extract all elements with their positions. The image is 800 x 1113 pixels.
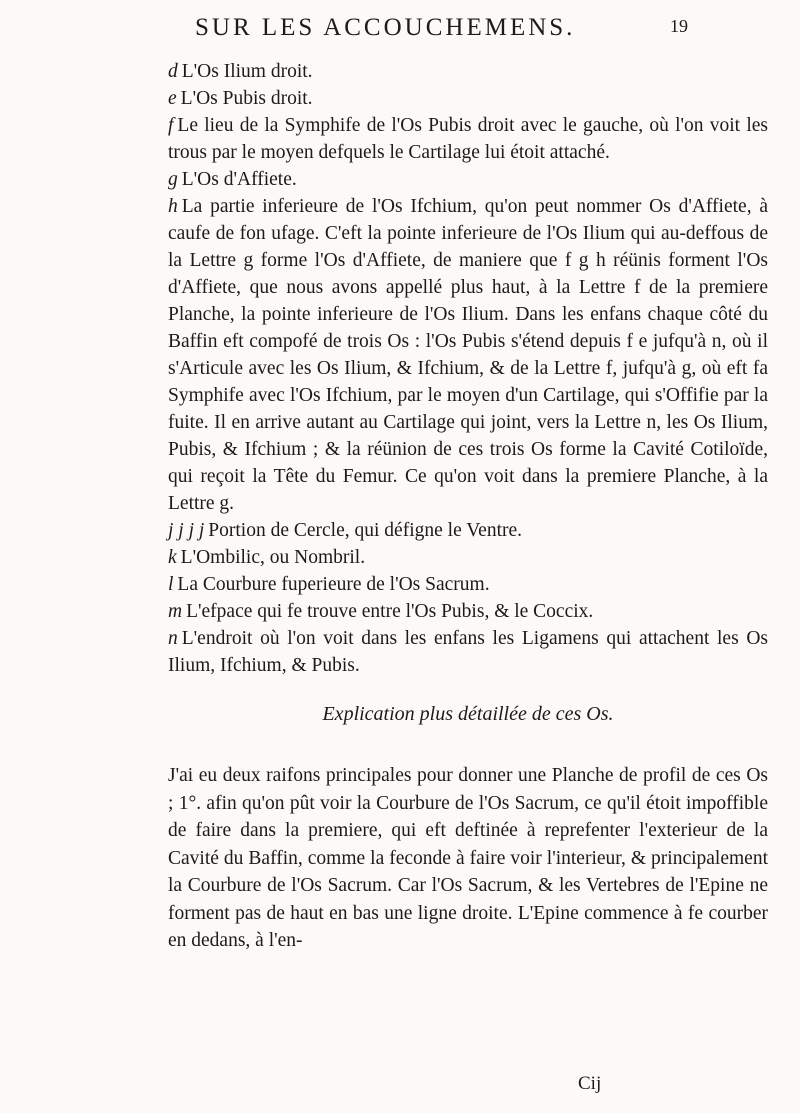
legend-text: Portion de Cercle, qui défigne le Ventre. [208, 520, 523, 541]
page-number: 19 [670, 16, 688, 36]
legend-text: L'endroit où l'on voit dans les enfans les Ligamens qui attachent les Os Ilium, Ifchium, & Pubis. [168, 628, 768, 676]
legend-entry-e [168, 85, 768, 112]
legend-letter: l [168, 574, 174, 595]
running-title: SUR LES ACCOUCHEMENS. [195, 14, 576, 41]
legend-text: L'Ombilic, ou Nombril. [180, 547, 366, 568]
legend-entry-j [168, 517, 768, 544]
legend-letter: k [168, 547, 177, 568]
legend-entry-k [168, 544, 768, 571]
legend-text: L'Os Ilium droit. [181, 61, 313, 82]
legend-entry-h [168, 193, 768, 517]
section-heading: Explication plus détaillée de ces Os. [322, 703, 614, 725]
legend-text: L'efpace qui fe trouve entre l'Os Pubis, & le Coccix. [186, 601, 594, 622]
legend-letter: e [168, 88, 177, 109]
figure-legend [168, 58, 768, 679]
legend-entry-m [168, 598, 768, 625]
legend-text: La partie inferieure de l'Os Ifchium, qu'on peut nommer Os d'Affiete, à caufe de fon ufage. C'eft la pointe inferieure de l'Os Ilium qui au-deffous de la Lettre g forme l'Os d'Affiete, de maniere que f g h réünis forment l'Os d'Affiete, que nous avons appellé plus haut, à la Lettre f de la premiere Planche, la pointe inferieure de l'Os Ilium. Dans les enfans chaque côté du Baffin eft compofé de trois Os : l'Os Pubis s'étend depuis f e jufqu'à n, où il s'Articule avec les Os Ilium, & Ifchium, & de la Lettre f, jufqu'à g, où eft fa Symphife avec l'Os Ifchium, par le moyen d'un Cartilage, qui s'Offifie par la fuite. Il en arrive autant au Cartilage qui joint, vers la Lettre n, les Os Ilium, Pubis, & Ifchium ; & la réünion de ces trois Os forme la Cavité Cotiloïde, qui reçoit la Tête du Femur. Ce qu'on voit dans la premiere Planche, à la Lettre g. [168, 196, 768, 514]
legend-text: L'Os d'Affiete. [181, 169, 297, 190]
legend-entry-f [168, 112, 768, 166]
body-paragraph: J'ai eu deux raifons principales pour donner une Planche de profil de ces Os ; 1°. afin qu'on pût voir la Courbure de l'Os Sacrum, ce qu'il étoit impoffible de faire dans la premiere, qui eft deftinée à reprefenter l'exterieur de la Cavité du Baffin, comme la feconde à faire voir l'interieur, & principalement la Courbure de l'Os Sacrum. Car l'Os Sacrum, & les Vertebres de l'Epine ne forment pas de haut en bas une ligne droite. L'Epine commence à fe courber en dedans, à l'en- [168, 765, 768, 951]
legend-letter: j j j j [168, 520, 205, 541]
legend-text: Le lieu de la Symphife de l'Os Pubis droit avec le gauche, où l'on voit les trous par le moyen defquels le Cartilage lui étoit attaché. [168, 115, 768, 163]
legend-letter: d [168, 61, 178, 82]
legend-entry-n [168, 625, 768, 679]
legend-letter: n [168, 628, 178, 649]
legend-text: La Courbure fuperieure de l'Os Sacrum. [177, 574, 490, 595]
legend-letter: h [168, 196, 178, 217]
legend-letter: m [168, 601, 183, 622]
running-header [195, 14, 755, 42]
legend-entry-g [168, 166, 768, 193]
legend-entry-l [168, 571, 768, 598]
signature-mark: Cij [578, 1073, 602, 1094]
legend-letter: g [168, 169, 178, 190]
legend-text: L'Os Pubis droit. [180, 88, 313, 109]
legend-entry-d [168, 58, 768, 85]
legend-letter: f [168, 115, 174, 136]
